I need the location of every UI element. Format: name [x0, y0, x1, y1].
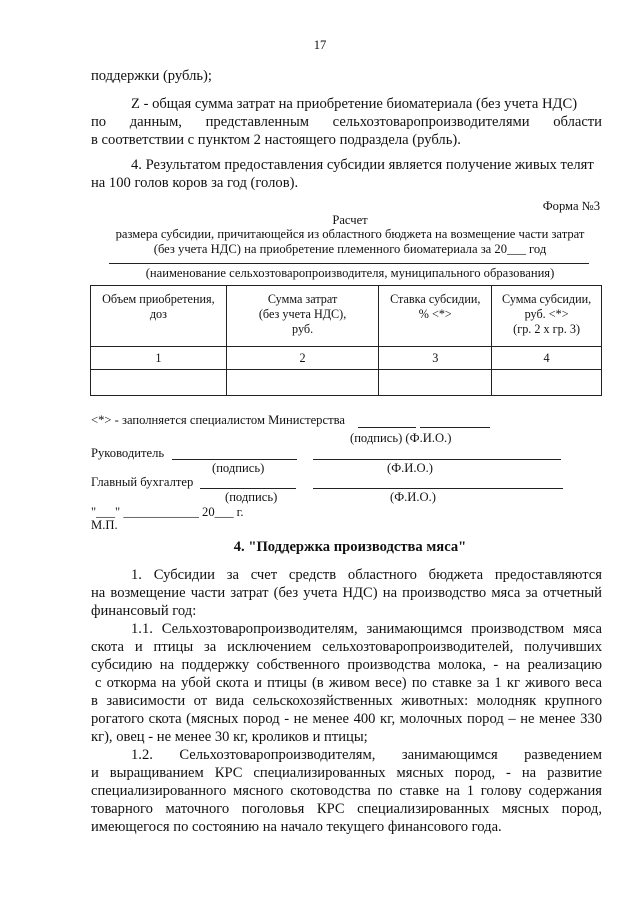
paragraph-line: рогатого скота (мясных пород - не менее 400 кг, молочных пород – не менее 330: [91, 711, 602, 727]
paragraph-line: товарного маточного поголовья КРС специализированных мясных пород,: [91, 801, 602, 817]
name-line: [313, 459, 561, 460]
table-row: [91, 370, 602, 396]
paragraph-line: на 100 голов коров за год (голов).: [91, 175, 299, 191]
table-header-row: [91, 286, 602, 347]
accountant-label: Главный бухгалтер: [91, 475, 194, 489]
paragraph-line: 1.1. Сельхозтоваропроизводителям, занимающимся производством мяса: [131, 621, 602, 637]
signature-line: [172, 459, 297, 460]
subsidy-table: [90, 285, 602, 396]
org-name-caption: (наименование сельхозтоваропроизводителя, муниципального образования): [145, 266, 555, 280]
signature-line: [200, 488, 296, 489]
table-cell: 2: [226, 347, 379, 370]
paragraph-line: имеющегося по состоянию на начало текущего финансового года.: [91, 819, 502, 835]
paragraph-line: кг), овец - не менее 30 кг, кроликов и птицы;: [91, 729, 368, 745]
paragraph-line: с откорма на убой скота и птицы (в живом весе) по ставке за 1 кг живого веса: [95, 675, 602, 691]
table-header-cell: Ставка субсидии, % <*>: [379, 286, 492, 347]
table-cell: [226, 370, 379, 396]
paragraph-line: скота и птицы за исключением сельхозтоваропроизводителей, получивших: [91, 639, 602, 655]
table-header-cell: Сумма затрат (без учета НДС), руб.: [226, 286, 379, 347]
name-caption: (Ф.И.О.): [390, 490, 436, 504]
table-cell: [492, 370, 602, 396]
name-caption: (Ф.И.О.): [387, 461, 433, 475]
paragraph-line: поддержки (рубль);: [91, 68, 212, 84]
table-cell: 4: [492, 347, 602, 370]
date-line: "___" ____________ 20___ г.: [91, 505, 244, 519]
paragraph-line: в соответствии с пунктом 2 настоящего подраздела (рубль).: [91, 132, 461, 148]
paragraph-line: 1.2. Сельхозтоваропроизводителям, занимающимся разведением: [131, 747, 602, 763]
signature-caption: (подпись): [225, 490, 278, 504]
paragraph-line: 1. Субсидии за счет средств областного бюджета предоставляются: [131, 567, 602, 583]
paragraph-line: в зависимости от вида сельскохозяйственных животных: молодняк крупного: [91, 693, 602, 709]
head-label: Руководитель: [91, 446, 165, 460]
paragraph-line: субсидию на поддержку собственного производства молока, - на реализацию: [91, 657, 602, 673]
table-cell: 3: [379, 347, 492, 370]
footnote-caption: (подпись) (Ф.И.О.): [350, 431, 452, 445]
paragraph-line: по данным, представленным сельхозтоваропроизводителями области: [91, 114, 602, 130]
paragraph-line: на возмещение части затрат (без учета НДС) на производство мяса за отчетный: [91, 585, 602, 601]
paragraph-line: финансовый год:: [91, 603, 197, 619]
table-number-row: [91, 347, 602, 370]
section-heading: 4. "Поддержка производства мяса": [233, 539, 467, 555]
form-subtitle: (без учета НДС) на приобретение племенного биоматериала за 20___ год: [153, 242, 547, 256]
footnote: <*> - заполняется специалистом Министерства: [91, 413, 345, 427]
paragraph-line: и выращиванием КРС специализированных мясных пород, - на развитие: [91, 765, 602, 781]
org-name-line: [109, 263, 589, 264]
form-subtitle: размера субсидии, причитающейся из областного бюджета на возмещение части затрат: [115, 227, 585, 241]
form-title: Расчет: [332, 213, 368, 227]
name-line: [313, 488, 563, 489]
table-cell: 1: [91, 347, 227, 370]
paragraph-line: Z - общая сумма затрат на приобретение биоматериала (без учета НДС): [131, 96, 578, 112]
stamp-label: М.П.: [91, 518, 118, 532]
table-header-cell: Сумма субсидии, руб. <*> (гр. 2 х гр. 3): [492, 286, 602, 347]
signature-caption: (подпись): [212, 461, 265, 475]
table-cell: [91, 370, 227, 396]
signature-line: [358, 427, 416, 428]
name-line: [420, 427, 490, 428]
form-number: Форма №3: [542, 199, 600, 213]
paragraph-line: специализированного мясного скотоводства по ставке на 1 голову содержания: [91, 783, 602, 799]
table-cell: [379, 370, 492, 396]
paragraph-line: 4. Результатом предоставления субсидии является получение живых телят: [131, 157, 594, 173]
page-number: 17: [313, 38, 327, 52]
table-header-cell: Объем приобретения, доз: [91, 286, 227, 347]
